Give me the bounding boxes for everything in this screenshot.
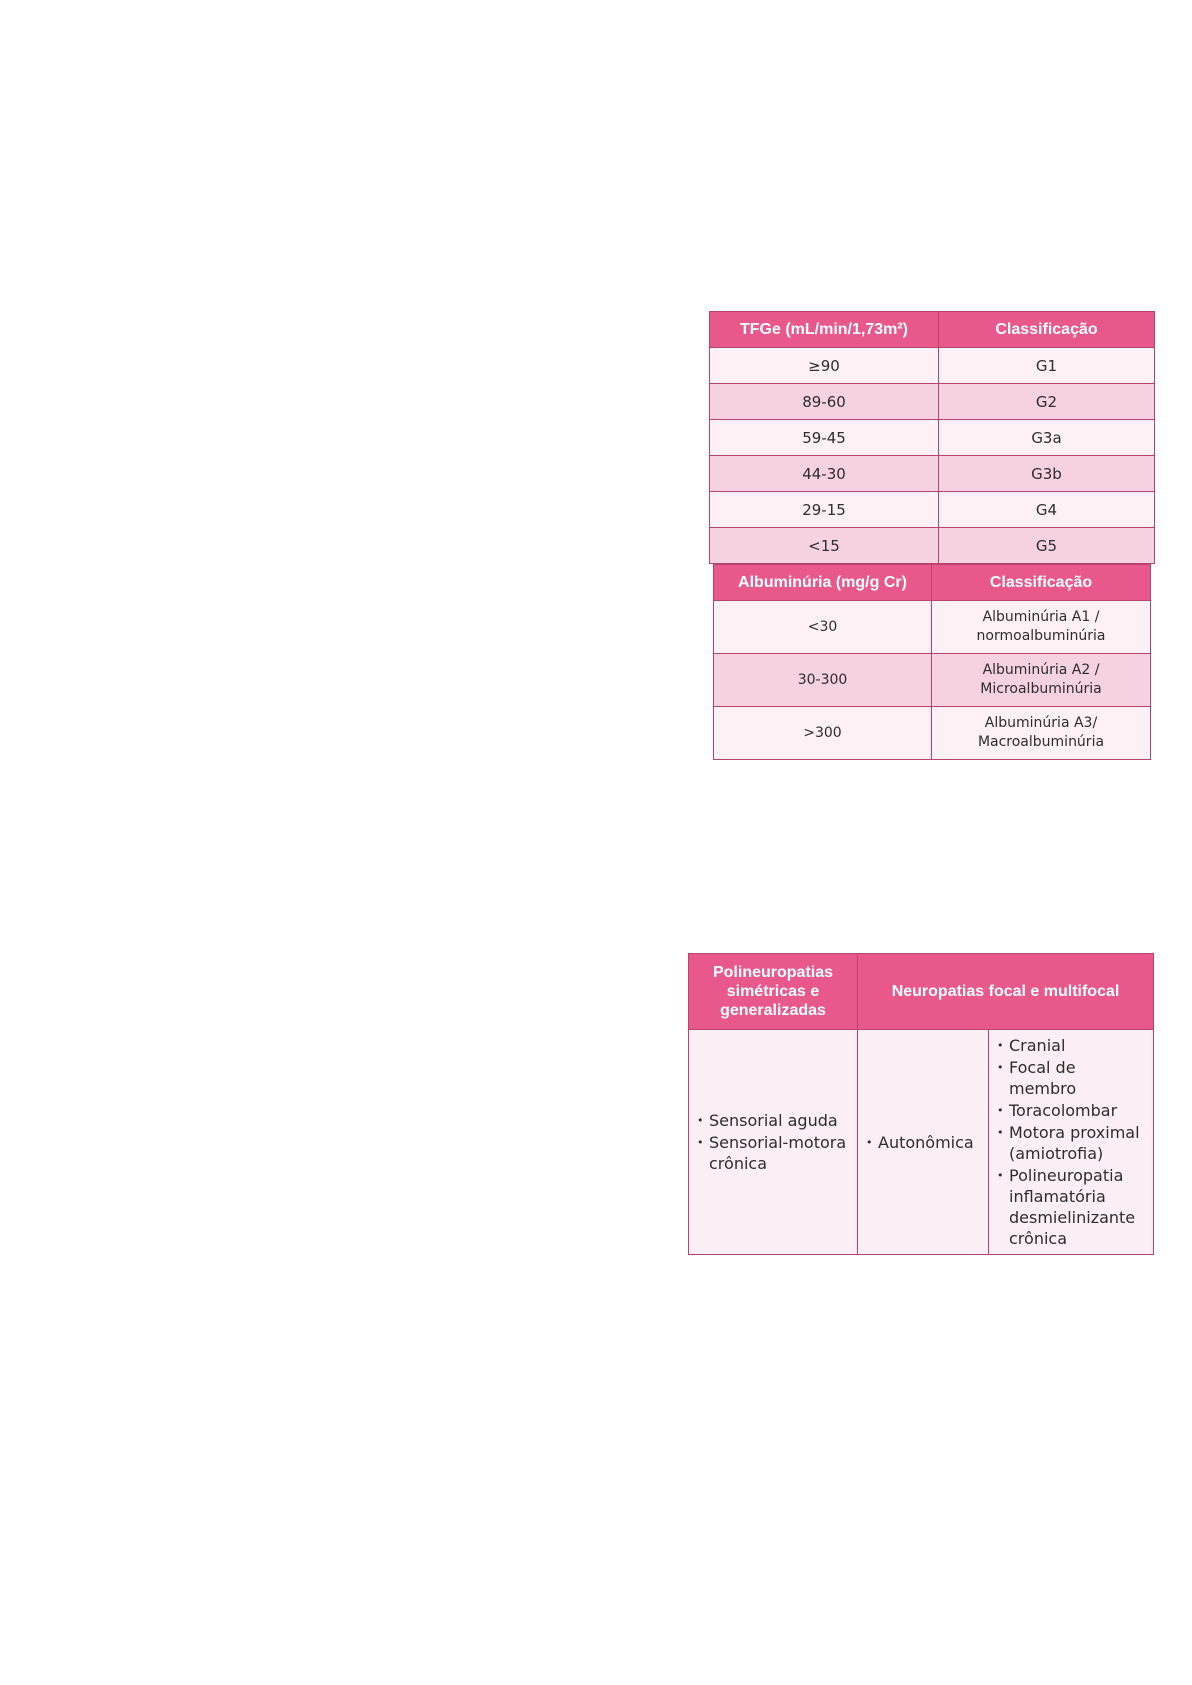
list-item: • Cranial [997, 1035, 1147, 1056]
tfge-value: <15 [710, 528, 939, 564]
list-item: • Focal de membro [997, 1057, 1147, 1099]
tfge-class: G3b [939, 456, 1155, 492]
cell-text: 30-300 [797, 671, 848, 688]
table-row [710, 384, 1155, 420]
cell-text: Albuminúria A3/ Macroalbuminúria [977, 715, 1105, 750]
list-item: • Toracolombar [997, 1100, 1147, 1121]
albuminuria-value [714, 601, 932, 654]
table-row [710, 528, 1155, 564]
header-neuropatias-focal: Neuropatias focal e multifocal [858, 954, 1154, 1030]
table-header-row [710, 312, 1155, 348]
tfge-class: G3a [939, 420, 1155, 456]
tfge-class: G5 [939, 528, 1155, 564]
cell-text: Albuminúria A1 / normoalbuminúria [976, 609, 1106, 644]
neuropathies-table [688, 953, 1154, 1255]
tfge-value: 29-15 [710, 492, 939, 528]
table-row [714, 707, 1151, 760]
cell-text: <30 [807, 618, 838, 635]
albuminuria-value [714, 654, 932, 707]
cell-text: >300 [803, 724, 842, 741]
header-polineuropatias: Polineuropatias simétricas e generalizadas [689, 954, 858, 1030]
tfge-value: 59-45 [710, 420, 939, 456]
list-item: • Polineuropatia inflamatória desmielinizante crônica [997, 1165, 1147, 1249]
list-item: • Motora proximal (amiotrofia) [997, 1122, 1147, 1164]
tfge-value: ≥90 [710, 348, 939, 384]
tfge-class: G1 [939, 348, 1155, 384]
albuminuria-class [932, 707, 1151, 760]
focal-multifocal-list [989, 1030, 1153, 1254]
albuminuria-class [932, 601, 1151, 654]
tfge-value: 89-60 [710, 384, 939, 420]
table-header-row [714, 565, 1151, 601]
focal-multifocal-cell [989, 1030, 1154, 1255]
table-row [710, 492, 1155, 528]
polineuropatias-list [689, 1105, 857, 1179]
autonomica-list [858, 1127, 988, 1158]
albuminuria-classification-table [713, 564, 1151, 760]
header-classificacao: Classificação [932, 565, 1151, 601]
tfge-value: 44-30 [710, 456, 939, 492]
table-row [689, 1030, 1154, 1255]
table-row [714, 654, 1151, 707]
table-row [710, 348, 1155, 384]
autonomica-cell [858, 1030, 989, 1255]
table-header-row [689, 954, 1154, 1030]
table-row [714, 601, 1151, 654]
header-classificacao: Classificação [939, 312, 1155, 348]
header-tfge: TFGe (mL/min/1,73m²) [710, 312, 939, 348]
tfge-class: G4 [939, 492, 1155, 528]
cell-text: Albuminúria A2 / Microalbuminúria [980, 662, 1102, 697]
table-row [710, 420, 1155, 456]
list-item: • Autonômica [866, 1132, 982, 1153]
header-albuminuria: Albuminúria (mg/g Cr) [714, 565, 932, 601]
table-row [710, 456, 1155, 492]
tfge-class: G2 [939, 384, 1155, 420]
list-item: • Sensorial-motora crônica [697, 1132, 851, 1174]
list-item: • Sensorial aguda [697, 1110, 851, 1131]
tfge-classification-table [709, 311, 1155, 564]
polineuropatias-cell [689, 1030, 858, 1255]
albuminuria-class [932, 654, 1151, 707]
albuminuria-value [714, 707, 932, 760]
